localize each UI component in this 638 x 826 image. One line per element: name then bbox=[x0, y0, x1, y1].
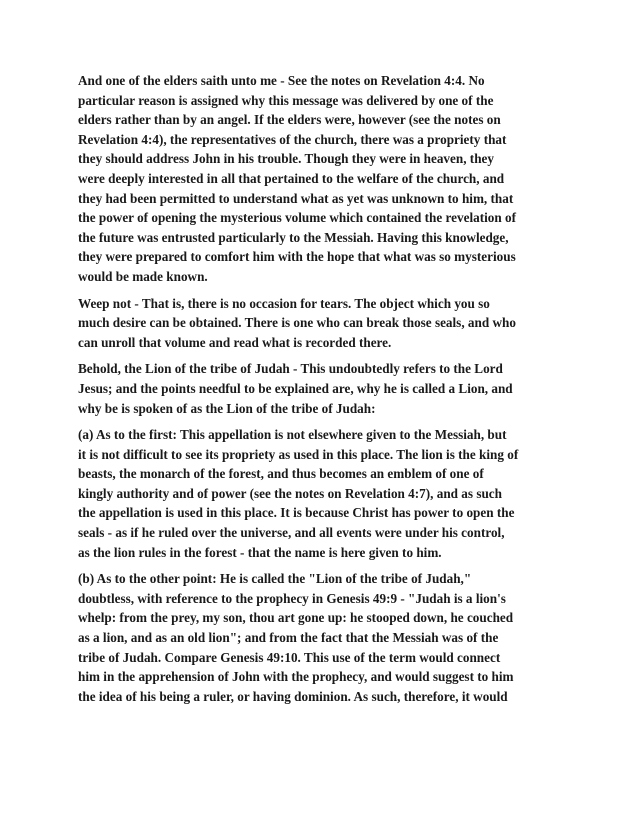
document-page bbox=[78, 71, 568, 713]
text-line: it is not difficult to see its propriety as used in this place. The lion is the king of bbox=[78, 446, 519, 462]
paragraph-elders bbox=[78, 71, 568, 287]
text-line: the idea of his being a ruler, or having dominion. As such, therefore, it would bbox=[78, 688, 508, 704]
text-line: kingly authority and of power (see the notes on Revelation 4:7), and as such bbox=[78, 485, 502, 501]
text-line: can unroll that volume and read what is recorded there. bbox=[78, 334, 392, 350]
text-line: the appellation is used in this place. It is because Christ has power to open the bbox=[78, 505, 515, 521]
text-line: the power of opening the mysterious volume which contained the revelation of bbox=[78, 210, 516, 226]
text-line: elders rather than by an angel. If the elders were, however (see the notes on bbox=[78, 112, 501, 128]
text-line: (a) As to the first: This appellation is not elsewhere given to the Messiah, but bbox=[78, 427, 507, 443]
text-line: they should address John in his trouble. Though they were in heaven, they bbox=[78, 151, 494, 167]
text-line: doubtless, with reference to the prophecy in Genesis 49:9 - "Judah is a lion's bbox=[78, 590, 506, 606]
text-line: they had been permitted to understand what as yet was unknown to him, that bbox=[78, 190, 514, 206]
text-line: as a lion, and as an old lion"; and from the fact that the Messiah was of the bbox=[78, 630, 499, 646]
text-line: particular reason is assigned why this message was delivered by one of the bbox=[78, 92, 494, 108]
text-line: Behold, the Lion of the tribe of Judah - This undoubtedly refers to the Lord bbox=[78, 361, 503, 377]
text-line: they were prepared to comfort him with the hope that what was so mysterious bbox=[78, 249, 516, 265]
text-line: (b) As to the other point: He is called the "Lion of the tribe of Judah," bbox=[78, 571, 472, 587]
text-line: Revelation 4:4), the representatives of the church, there was a propriety that bbox=[78, 131, 507, 147]
paragraph-point-a bbox=[78, 425, 568, 562]
paragraph-behold bbox=[78, 359, 568, 418]
text-line: Weep not - That is, there is no occasion for tears. The object which you so bbox=[78, 295, 490, 311]
text-line: Jesus; and the points needful to be explained are, why he is called a Lion, and bbox=[78, 380, 513, 396]
paragraph-point-b bbox=[78, 569, 568, 706]
text-line: seals - as if he ruled over the universe, and all events were under his control, bbox=[78, 525, 505, 541]
text-line: were deeply interested in all that pertained to the welfare of the church, and bbox=[78, 170, 505, 186]
text-line: him in the apprehension of John with the prophecy, and would suggest to him bbox=[78, 669, 514, 685]
text-line: beasts, the monarch of the forest, and thus becomes an emblem of one of bbox=[78, 466, 484, 482]
text-line: why be is spoken of as the Lion of the tribe of Judah: bbox=[78, 400, 376, 416]
text-line: would be made known. bbox=[78, 268, 208, 284]
text-line: tribe of Judah. Compare Genesis 49:10. This use of the term would connect bbox=[78, 649, 501, 665]
text-line: And one of the elders saith unto me - See the notes on Revelation 4:4. No bbox=[78, 73, 485, 88]
paragraph-weep-not bbox=[78, 294, 568, 353]
text-line: whelp: from the prey, my son, thou art gone up: he stooped down, he couched bbox=[78, 610, 514, 626]
text-line: the future was entrusted particularly to the Messiah. Having this knowledge, bbox=[78, 229, 509, 245]
text-line: as the lion rules in the forest - that the name is here given to him. bbox=[78, 544, 442, 560]
text-line: much desire can be obtained. There is one who can break those seals, and who bbox=[78, 315, 516, 331]
